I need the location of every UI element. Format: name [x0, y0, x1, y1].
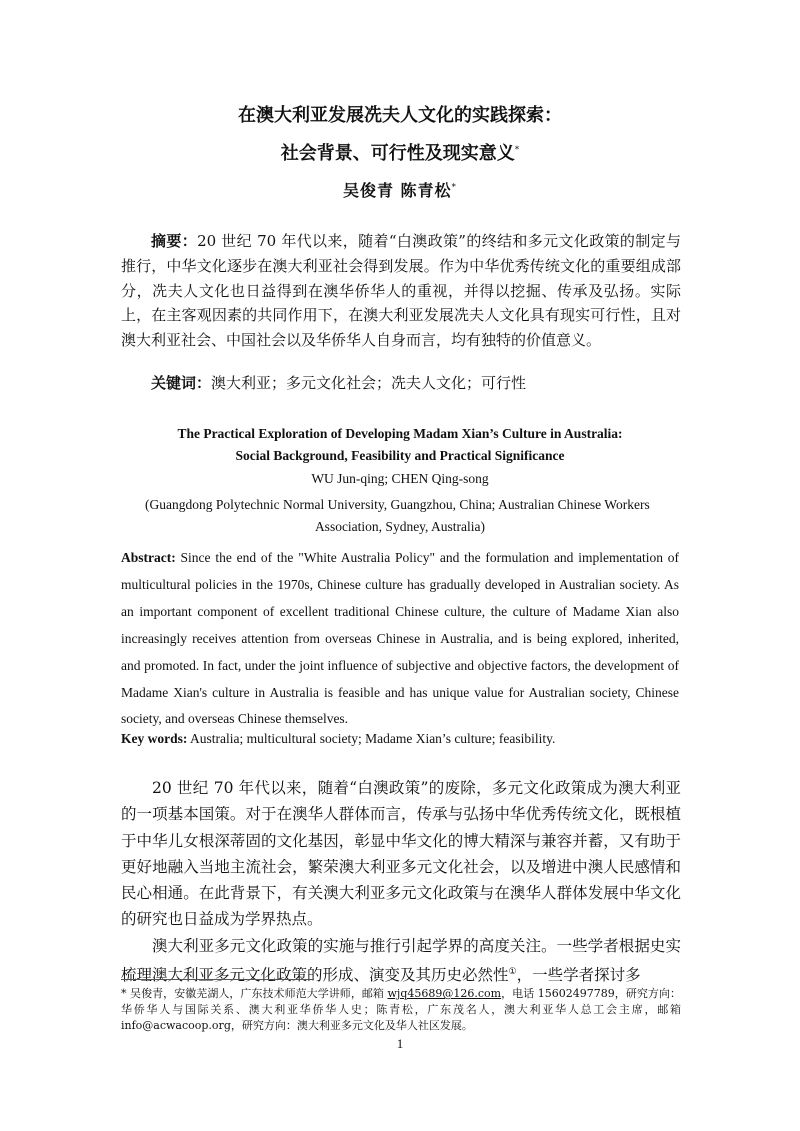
title-footnote-mark: *	[514, 145, 520, 155]
page-number: 1	[396, 1036, 404, 1051]
body-paragraph-2-text-a: 澳大利亚多元文化政策的实施与推行引起学界的高度关注。一些学者根据史实梳理澳大利亚多元文化政策的形成、演变及其历史必然性	[121, 936, 681, 985]
english-title-line2: Social Background, Feasibility and Practical Significance	[235, 448, 565, 463]
paper-title-line1: 在澳大利亚发展冼夫人文化的实践探索：	[238, 105, 562, 126]
body-paragraph-2-text-b: ，一些学者探讨多	[516, 966, 641, 985]
abstract-en-text: Since the end of the "White Australia Policy" and the formulation and implementation of multicultural policies in the 1970s, Chinese culture has gradually developed in Australian society. As an important component of excellent traditional Chinese culture, the culture of Madame Xian also increasingly receives attention from overseas Chinese in Australia, and is being explored, inherited, and promoted. In fact, under the joint influence of subjective and objective factors, the development of Madame Xian's culture in Australia is feasible and has unique value for Australian society, Chinese society, and overseas Chinese themselves.	[121, 550, 679, 727]
abstract-cn	[121, 229, 681, 353]
abstract-en-label: Abstract:	[121, 550, 176, 565]
paper-title-line2	[0, 139, 800, 165]
keywords-cn-text: 澳大利亚；多元文化社会；冼夫人文化；可行性	[211, 374, 527, 392]
keywords-cn	[151, 371, 526, 396]
authors-footnote-mark: *	[451, 182, 458, 193]
abstract-cn-label: 摘要：	[151, 232, 198, 250]
keywords-en-label: Key words:	[121, 731, 188, 746]
footnote	[121, 986, 681, 1034]
paper-title-line2-text: 社会背景、可行性及现实意义	[280, 143, 515, 164]
body-paragraph-2	[121, 933, 681, 989]
footnote-divider	[121, 979, 314, 980]
authors-cn-names: 吴俊青 陈青松	[342, 181, 452, 200]
abstract-en	[121, 545, 679, 733]
footnote-email-link[interactable]: wjq45689@126.com	[387, 987, 502, 1000]
endnote-ref-1[interactable]: ①	[508, 967, 517, 978]
affiliation-en-line1: (Guangdong Polytechnic Normal University, Guangzhou, China; Australian Chinese Workers	[145, 497, 650, 512]
footnote-text-b: ，电话 15602497789，研究方向：华侨华人与国际关系、澳大利亚华侨华人史；陈青松，广东茂名人，澳大利亚华人总工会主席，邮箱 info@acwacoop.org，研究方向：澳大利亚多元文化及华人社区发展。	[121, 987, 681, 1032]
affiliation-en-line2: Association, Sydney, Australia)	[314, 519, 486, 534]
abstract-cn-text: 20 世纪 70 年代以来，随着“白澳政策”的终结和多元文化政策的制定与推行，中华文化逐步在澳大利亚社会得到发展。作为中华优秀传统文化的重要组成部分，冼夫人文化也日益得到在澳华侨华人的重视，并得以挖掘、传承及弘扬。实际上，在主客观因素的共同作用下，在澳大利亚发展冼夫人文化具有现实可行性，且对澳大利亚社会、中国社会以及华侨华人自身而言，均有独特的价值意义。	[121, 232, 681, 350]
english-title-line1: The Practical Exploration of Developing Madam Xian’s Culture in Australia:	[177, 426, 623, 441]
footnote-text-a: 吴俊青，安徽芜湖人，广东技术师范大学讲师，邮箱	[126, 987, 388, 1000]
authors-cn	[0, 178, 800, 201]
authors-en: WU Jun-qing; CHEN Qing-song	[311, 471, 489, 486]
keywords-en	[121, 731, 555, 747]
footnote-mark: *	[121, 987, 127, 1000]
body-paragraph-1: 20 世纪 70 年代以来，随着“白澳政策”的废除，多元文化政策成为澳大利亚的一项基本国策。对于在澳华人群体而言，传承与弘扬中华优秀传统文化，既根植于中华儿女根深蒂固的文化基因，彰显中华文化的博大精深与兼容并蓄，又有助于更好地融入当地主流社会，繁荣澳大利亚多元文化社会，以及增进中澳人民感情和民心相通。在此背景下，有关澳大利亚多元文化政策与在澳华人群体发展中华文化的研究也日益成为学界热点。	[121, 779, 681, 929]
keywords-en-text: Australia; multicultural society; Madame Xian’s culture; feasibility.	[187, 731, 556, 746]
body-text	[121, 775, 681, 989]
keywords-cn-label: 关键词：	[151, 374, 212, 392]
